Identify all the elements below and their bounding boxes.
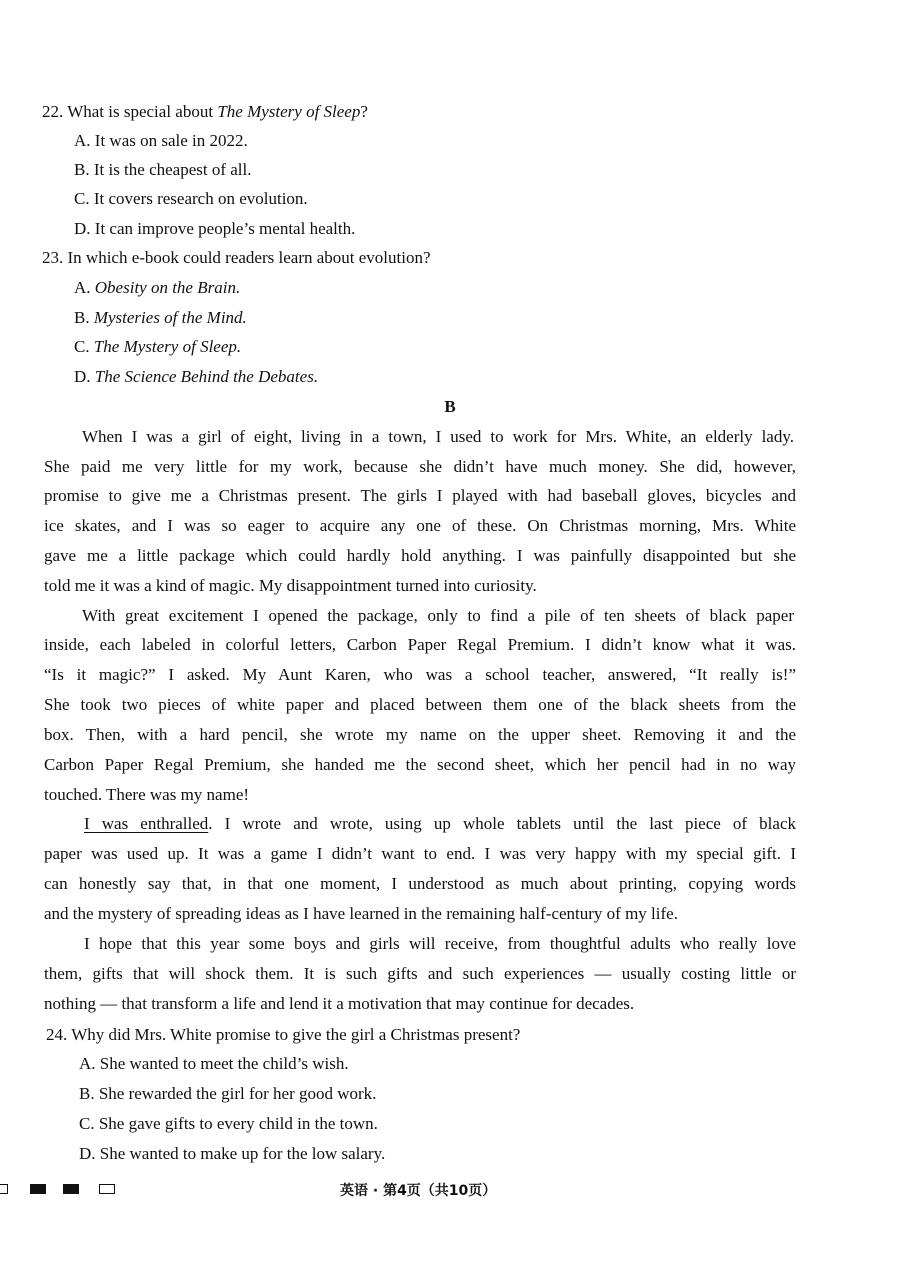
passage-text: . I wrote and wrote, using up whole tablets until the last piece of black (208, 814, 796, 833)
passage-line: promise to give me a Christmas present. The girls I played with had baseball gloves, bicycles and (44, 486, 796, 505)
passage-line: can honestly say that, in that one moment, I understood as much about printing, copying words (44, 874, 796, 893)
passage-line: Carbon Paper Regal Premium, she handed me the second sheet, which her pencil had in no way (44, 755, 796, 774)
option-title: Obesity on the Brain. (94, 278, 241, 297)
question-24-option-c[interactable]: C. She gave gifts to every child in the town. (79, 1114, 378, 1133)
registration-mark-icon (63, 1184, 79, 1194)
book-title: The Mystery of Sleep (217, 102, 361, 121)
option-title: The Mystery of Sleep. (93, 337, 242, 356)
passage-line: gave me a little package which could hardly hold anything. I was painfully disappointed but she (44, 546, 796, 565)
passage-line: She took two pieces of white paper and placed between them one of the black sheets from the (44, 695, 796, 714)
question-24-option-a[interactable]: A. She wanted to meet the child’s wish. (79, 1054, 349, 1073)
page-footer (0, 1178, 900, 1202)
question-23-option-d[interactable] (74, 366, 900, 388)
question-24-stem: 24. Why did Mrs. White promise to give the girl a Christmas present? (46, 1025, 521, 1044)
page-number: 英语 · 第4页（共10页） (340, 1183, 497, 1199)
passage-line: them, gifts that will shock them. It is such gifts and such experiences — usually costing little or (44, 964, 796, 983)
question-23-stem: 23. In which e-book could readers learn about evolution? (42, 248, 431, 267)
question-22-stem (42, 101, 900, 123)
question-23-option-b[interactable] (74, 307, 900, 329)
option-title: The Science Behind the Debates. (94, 367, 319, 386)
stem-text: 22. What is special about (42, 102, 218, 121)
question-24-option-d[interactable]: D. She wanted to make up for the low salary. (79, 1144, 386, 1163)
passage-line: touched. There was my name! (44, 785, 250, 804)
option-letter: C. (74, 337, 94, 356)
registration-mark-icon (99, 1184, 115, 1194)
passage-line: She paid me very little for my work, because she didn’t have much money. She did, however, (44, 457, 796, 476)
passage-line (84, 813, 796, 835)
section-heading: B (444, 397, 456, 416)
underlined-phrase: I was enthralled (84, 814, 209, 833)
option-letter: A. (74, 278, 95, 297)
passage-line: inside, each labeled in colorful letters, Carbon Paper Regal Premium. I didn’t know what it was. (44, 635, 796, 654)
passage-line: box. Then, with a hard pencil, she wrote my name on the upper sheet. Removing it and the (44, 725, 796, 744)
stem-end: ? (360, 102, 368, 121)
registration-mark-icon (0, 1184, 8, 1194)
passage-line: I hope that this year some boys and girls will receive, from thoughtful adults who really love (84, 934, 796, 953)
question-24-option-b[interactable]: B. She rewarded the girl for her good work. (79, 1084, 377, 1103)
passage-line: paper was used up. It was a game I didn’t want to end. I was very happy with my special gift. I (44, 844, 796, 863)
question-23-option-a[interactable] (74, 277, 900, 299)
question-22-option-a[interactable]: A. It was on sale in 2022. (74, 131, 248, 150)
question-22-option-d[interactable]: D. It can improve people’s mental health. (74, 219, 356, 238)
option-letter: B. (74, 308, 94, 327)
passage-line: nothing — that transform a life and lend it a motivation that may continue for decades. (44, 994, 635, 1013)
passage-line: told me it was a kind of magic. My disappointment turned into curiosity. (44, 576, 537, 595)
passage-line: and the mystery of spreading ideas as I have learned in the remaining half-century of my life. (44, 904, 678, 923)
question-22-option-b[interactable]: B. It is the cheapest of all. (74, 160, 252, 179)
option-letter: D. (74, 367, 95, 386)
passage-line: When I was a girl of eight, living in a town, I used to work for Mrs. White, an elderly lady. (82, 427, 794, 446)
question-23-option-c[interactable] (74, 336, 900, 358)
passage-line: ice skates, and I was so eager to acquire any one of these. On Christmas morning, Mrs. White (44, 516, 796, 535)
registration-mark-icon (30, 1184, 46, 1194)
passage-line: “Is it magic?” I asked. My Aunt Karen, who was a school teacher, answered, “It really is!” (44, 665, 796, 684)
question-22-option-c[interactable]: C. It covers research on evolution. (74, 189, 308, 208)
option-title: Mysteries of the Mind. (93, 308, 247, 327)
passage-line: With great excitement I opened the package, only to find a pile of ten sheets of black paper (82, 606, 794, 625)
